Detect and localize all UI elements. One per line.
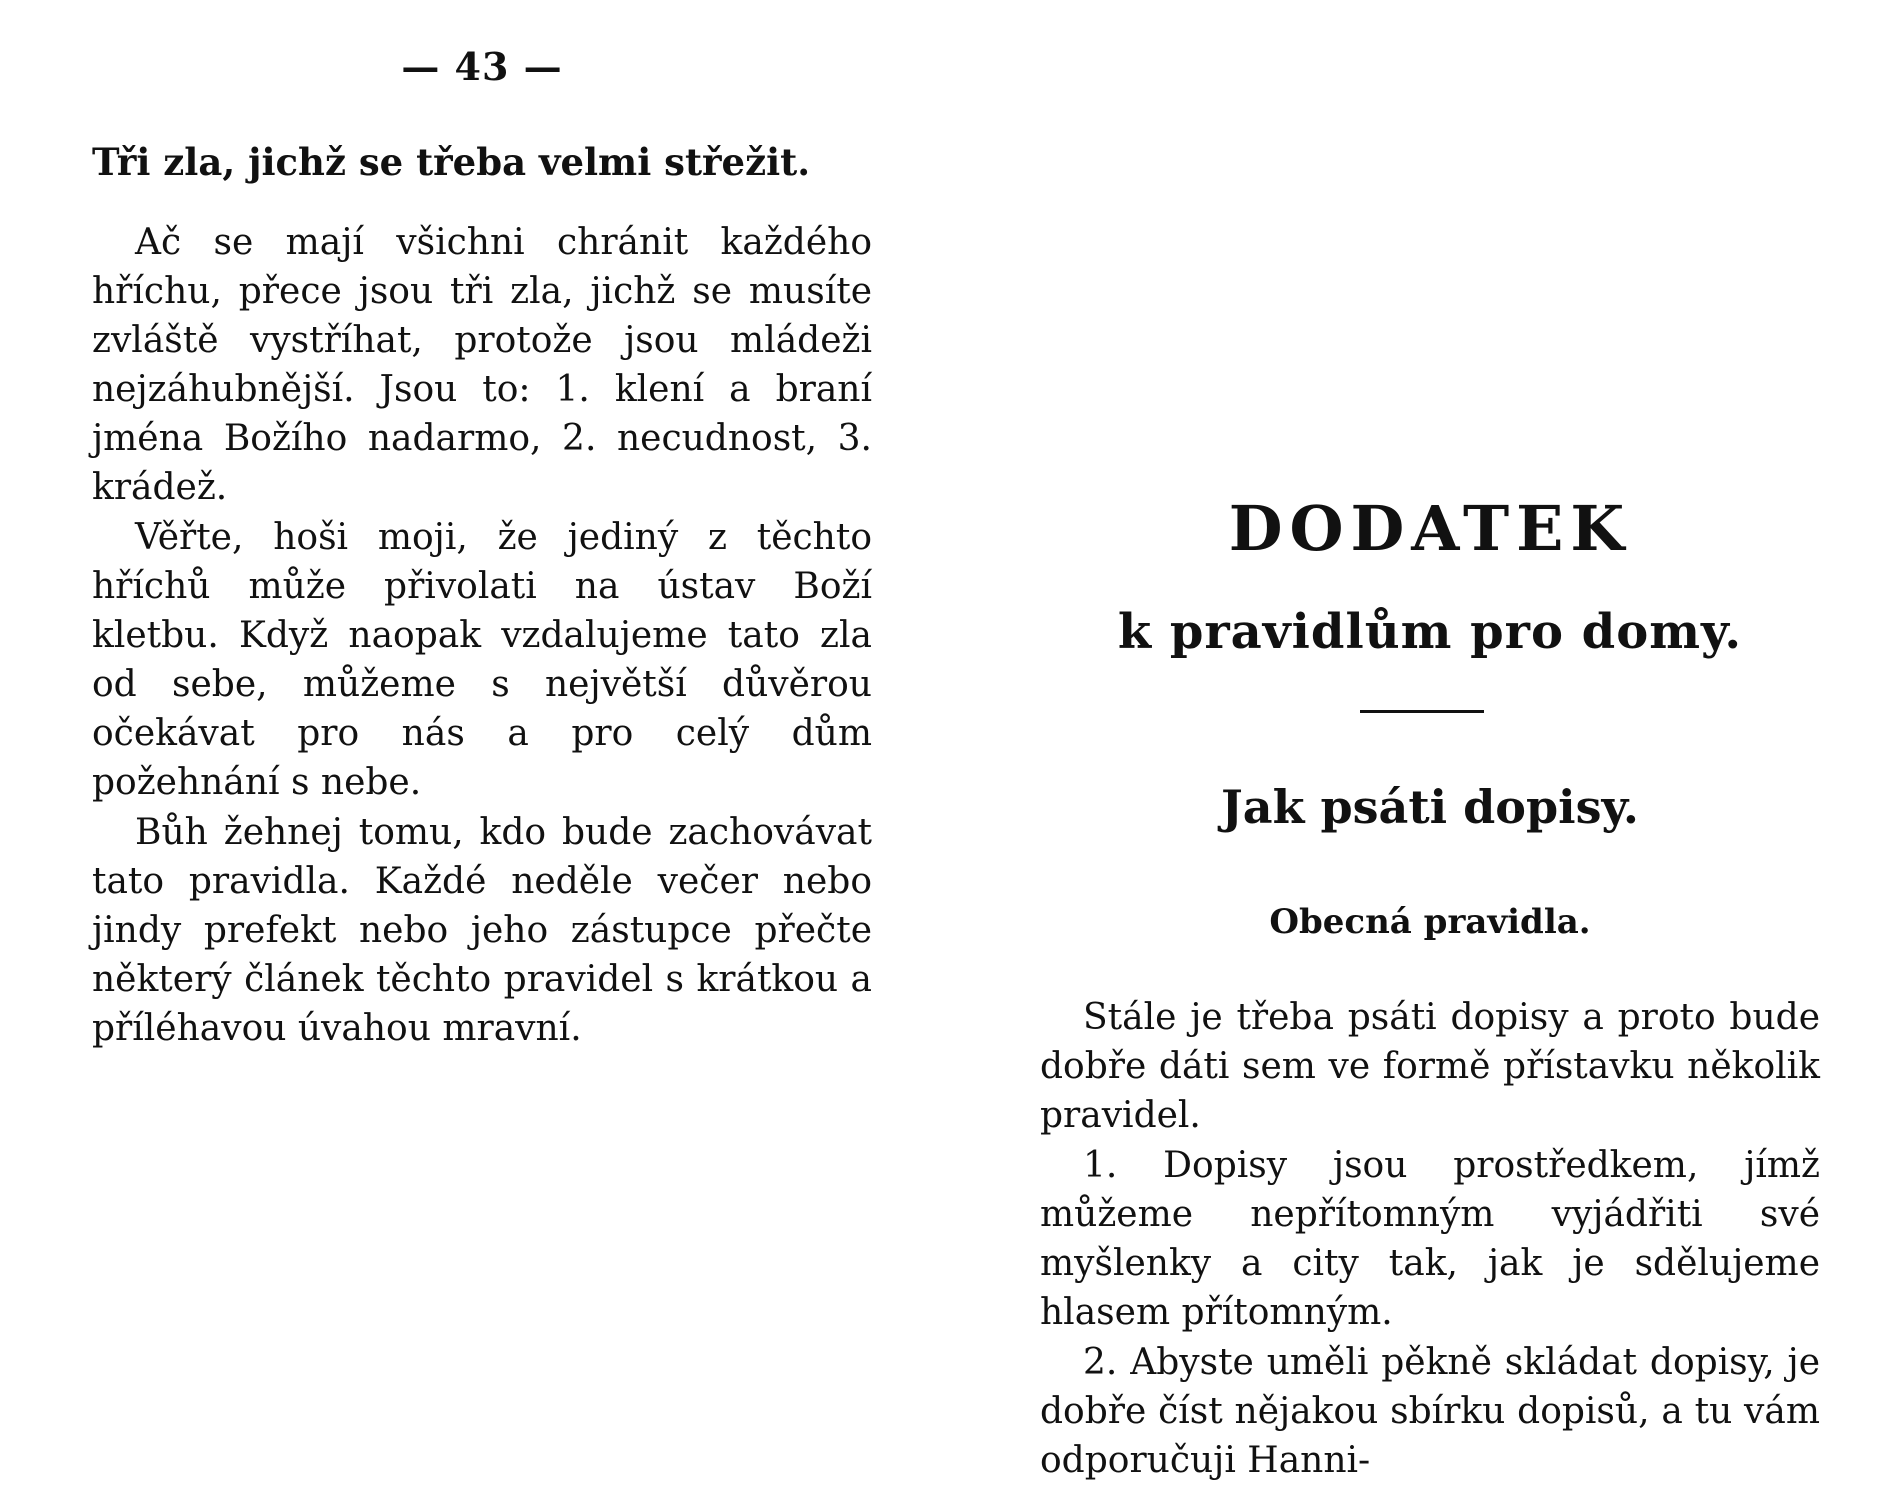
left-page bbox=[92, 0, 872, 1500]
divider-rule bbox=[1360, 710, 1484, 713]
right-page bbox=[1040, 0, 1820, 1500]
paragraph: Věřte, hoši moji, že jediný z těchto hříchů může přivolati na ústav Boží kletbu. Když naopak vzdalujeme tato zla od sebe, můžeme s největší důvěrou očekávat pro nás a pro celý dům požehnání s nebe. bbox=[92, 517, 872, 803]
page-number: — 43 — bbox=[401, 44, 563, 89]
appendix-subtitle: k pravidlům pro domy. bbox=[1117, 604, 1743, 660]
paragraph: Stále je třeba psáti dopisy a proto bude dobře dáti sem ve formě přístavku několik pravidel. bbox=[1040, 997, 1820, 1136]
appendix-title: DODATEK bbox=[1228, 492, 1632, 565]
left-body-text bbox=[92, 218, 872, 1054]
paragraph: 2. Abyste uměli pěkně skládat dopisy, je dobře číst nějakou sbírku dopisů, a tu vám odporučuji Hanni- bbox=[1040, 1342, 1820, 1481]
section-heading: Tři zla, jichž se třeba velmi střežit. bbox=[92, 140, 811, 184]
subsection-title: Obecná pravidla. bbox=[1269, 902, 1591, 942]
section-title: Jak psáti dopisy. bbox=[1221, 780, 1639, 834]
paragraph: Bůh žehnej tomu, kdo bude zachovávat tato pravidla. Každé neděle večer nebo jindy prefekt nebo jeho zástupce přečte některý článek těchto pravidel s krátkou a příléhavou úvahou mravní. bbox=[92, 812, 872, 1049]
right-body-text bbox=[1040, 993, 1820, 1486]
paragraph: 1. Dopisy jsou prostředkem, jímž můžeme nepřítomným vyjádřiti své myšlenky a city tak, jak je sdělujeme hlasem přítomným. bbox=[1040, 1145, 1820, 1333]
paragraph: Ač se mají všichni chránit každého hříchu, přece jsou tři zla, jichž se musíte zvláště vystříhat, protože jsou mládeži nejzáhubnější. Jsou to: 1. klení a braní jména Božího nadarmo, 2. necudnost, 3. krádež. bbox=[92, 222, 872, 508]
